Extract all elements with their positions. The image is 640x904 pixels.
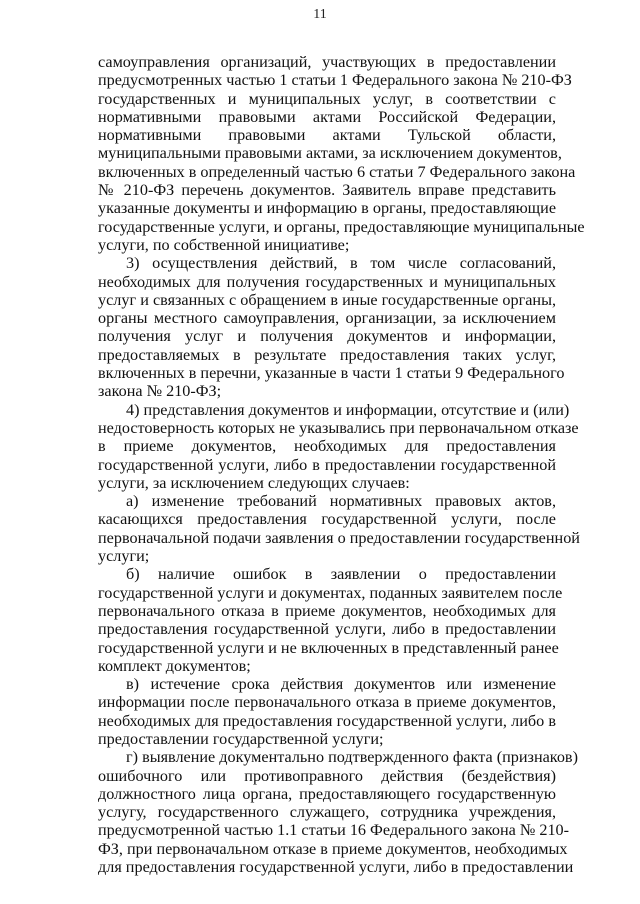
text-line: закона № 210-ФЗ;: [98, 382, 222, 401]
text-line: нормативными правовыми актами Тульской области,: [98, 126, 556, 145]
text-line: ФЗ, при первоначальном отказе в приеме документов, необходимых: [98, 839, 568, 858]
text-line: ошибочного или противоправного действия (бездействия): [98, 766, 556, 785]
text-line: предоставления государственной услуги, либо в предоставлении: [98, 620, 556, 639]
text-line: государственной услуги и не включенных в представленный ранее: [98, 638, 559, 657]
text-line: 3) осуществления действий, в том числе согласований,: [126, 254, 556, 273]
text-line: № 210-ФЗ перечень документов. Заявитель вправе представить: [98, 181, 556, 200]
text-line: первоначального отказа в приеме документов, необходимых для: [98, 601, 556, 620]
text-line: в) истечение срока действия документов или изменение: [126, 675, 556, 694]
text-line: органы местного самоуправления, организации, за исключением: [98, 309, 556, 328]
text-line: б) наличие ошибок в заявлении о предоставлении: [126, 565, 556, 584]
text-line: государственной услуги и документах, поданных заявителем после: [98, 583, 563, 602]
text-line: услугу, государственного служащего, сотрудника учреждения,: [98, 803, 556, 822]
text-line: государственных и муниципальных услуг, в соответствии с: [98, 89, 556, 108]
text-line: государственной услуги, либо в предоставлении государственной: [98, 455, 556, 474]
paragraph: [98, 254, 565, 401]
text-line: предоставлении государственной услуги;: [98, 729, 384, 748]
text-line: первоначальной подачи заявления о предоставлении государственной: [98, 528, 580, 547]
text-line: для предоставления государственной услуги, либо в предоставлении: [98, 858, 574, 877]
text-line: 4) представления документов и информации, отсутствие и (или): [126, 400, 570, 419]
text-line: получения услуг и получения документов и информации,: [98, 327, 556, 346]
text-line: предусмотренных частью 1 статьи 1 Федерального закона № 210-ФЗ: [98, 71, 572, 90]
text-line: муниципальными правовыми актами, за исключением документов,: [98, 144, 562, 163]
text-line: услуги;: [98, 547, 150, 566]
text-line: информации после первоначального отказа в приеме документов,: [98, 693, 556, 712]
text-line: государственные услуги, и органы, предоставляющие муниципальные: [98, 217, 585, 236]
paragraph: [98, 400, 579, 492]
text-line: предоставляемых в результате предоставления таких услуг,: [98, 345, 556, 364]
paragraph: [98, 748, 578, 877]
text-line: недостоверность которых не указывались при первоначальном отказе: [98, 418, 579, 437]
text-line: нормативными правовыми актами Российской Федерации,: [98, 107, 556, 126]
document-body: [98, 53, 585, 877]
text-line: предусмотренной частью 1.1 статьи 16 Федерального закона № 210-: [98, 821, 570, 840]
text-line: включенных в определенный частью 6 статьи 7 Федерального закона: [98, 162, 576, 181]
page-number: 11: [313, 7, 327, 22]
text-line: указанные документы и информацию в органы, предоставляющие: [98, 199, 556, 218]
text-line: услуги, за исключением следующих случаев:: [98, 473, 410, 492]
text-line: необходимых для получения государственных и муниципальных: [98, 272, 556, 291]
text-line: в приеме документов, необходимых для предоставления: [98, 437, 556, 456]
text-line: комплект документов;: [98, 656, 251, 675]
paragraph: [98, 675, 556, 748]
paragraph: [98, 492, 580, 566]
text-line: г) выявление документально подтвержденного факта (признаков): [126, 748, 578, 767]
paragraph: [98, 565, 563, 675]
text-line: а) изменение требований нормативных правовых актов,: [126, 492, 556, 511]
text-line: услуги, по собственной инициативе;: [98, 235, 350, 254]
text-line: самоуправления организаций, участвующих в предоставлении: [98, 53, 556, 71]
text-line: касающихся предоставления государственной услуги, после: [98, 510, 556, 529]
text-line: должностного лица органа, предоставляющего государственную: [98, 784, 556, 803]
text-line: включенных в перечни, указанные в части 1 статьи 9 Федерального: [98, 364, 565, 383]
paragraph: [98, 53, 585, 254]
text-line: необходимых для предоставления государственной услуги, либо в: [98, 711, 556, 730]
text-line: услуг и связанных с обращением в иные государственные органы,: [98, 290, 556, 309]
